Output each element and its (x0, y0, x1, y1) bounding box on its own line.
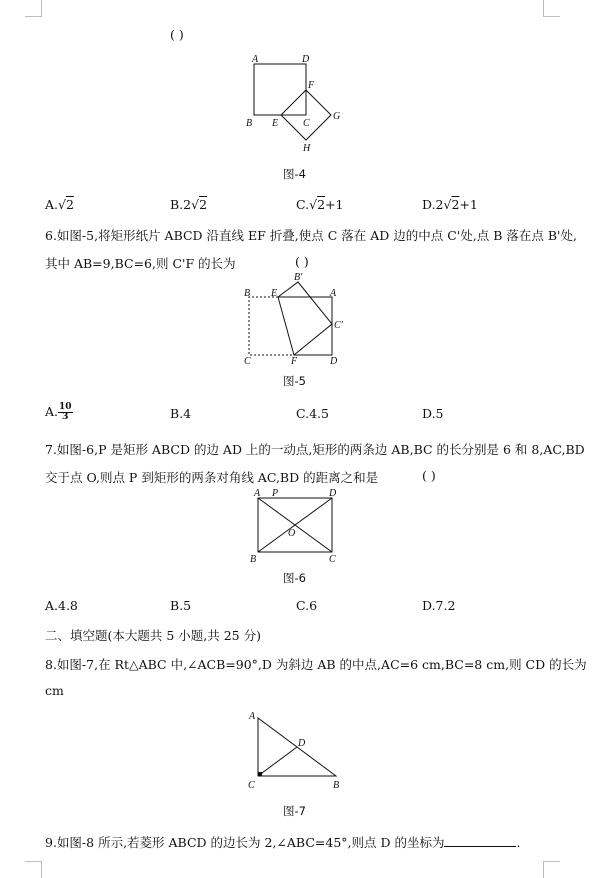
fig6-label-o: O (288, 528, 296, 539)
fig5-label-d: D (330, 356, 338, 367)
fig4-caption: 图-4 (283, 167, 306, 181)
fig5-label-c: C (244, 356, 251, 367)
q7-option-d: D.7.2 (422, 598, 456, 613)
q7-answer-paren: ( ) (422, 468, 436, 483)
fig6-label-d: D (329, 488, 337, 499)
corner-mark-bottom-right (543, 861, 560, 878)
corner-mark-bottom-left (25, 861, 42, 878)
q5-option-a: A.√2 (45, 197, 74, 212)
fig7-label-b: B (333, 780, 340, 791)
fig4-label-d: D (302, 54, 310, 65)
q8-text-line1: 8.如图-7,在 Rt△ABC 中,∠ACB=90°,D 为斜边 AB 的中点,AC=6 cm,BC=8 cm,则 CD 的长为 (45, 657, 587, 672)
q6-option-b: B.4 (170, 406, 192, 421)
q5-option-b: B.2√2 (170, 197, 208, 212)
q9-answer-blank (444, 835, 516, 847)
q7-option-c: C.6 (296, 598, 318, 613)
q7-text-line2: 交于点 O,则点 P 到矩形的两条对角线 AC,BD 的距离之和是 (45, 470, 379, 485)
figure-5 (238, 270, 348, 370)
q5-option-c: C.√2+1 (296, 197, 344, 212)
corner-mark-top-right (543, 0, 560, 17)
corner-mark-top-left (25, 0, 42, 17)
section-2-title: 二、填空题(本大题共 5 小题,共 25 分) (45, 628, 261, 643)
fig5-label-cprime: C' (334, 320, 343, 331)
fig4-label-f: F (308, 80, 315, 91)
fig6-label-a: A (254, 488, 261, 499)
q5-answer-paren: ( ) (170, 27, 184, 42)
q9-text: 9.如图-8 所示,若菱形 ABCD 的边长为 2,∠ABC=45°,则点 D 的坐标为 . (45, 835, 521, 850)
fig7-label-c: C (248, 780, 255, 791)
fig4-label-a: A (252, 54, 259, 65)
q8-text-line2: cm (45, 683, 64, 698)
q6-text-line1: 6.如图-5,将矩形纸片 ABCD 沿直线 EF 折叠,使点 C 落在 AD 边的中点 C'处,点 B 落在点 B'处, (45, 228, 577, 243)
fig5-label-b: B (244, 288, 251, 299)
fig5-label-a: A (330, 288, 337, 299)
fig7-label-d: D (298, 738, 306, 749)
q5-option-d: D.2√2+1 (422, 197, 478, 212)
q7-option-b: B.5 (170, 598, 192, 613)
figure-6 (245, 486, 345, 566)
q6-option-a: A. $\frac{10}{3}$ (45, 402, 72, 422)
q7-text-line1: 7.如图-6,P 是矩形 ABCD 的边 AD 上的一动点,矩形的两条边 AB,BC 的长分别是 6 和 8,AC,BD (45, 442, 585, 457)
figure-7 (240, 706, 350, 796)
fig6-label-p: P (272, 488, 279, 499)
fig7-label-a: A (249, 711, 256, 722)
fig4-label-g: G (333, 111, 341, 122)
fig4-label-e: E (272, 118, 279, 129)
fig5-label-e: E (271, 288, 278, 299)
fig6-label-c: C (329, 554, 336, 565)
fig6-label-b: B (250, 554, 257, 565)
q6-option-d: D.5 (422, 406, 444, 421)
fig5-caption: 图-5 (283, 374, 306, 388)
fig5-label-f: F (291, 356, 298, 367)
fig4-label-h: H (303, 143, 311, 154)
fig5-label-bprime: B' (294, 272, 303, 283)
q6-answer-paren: ( ) (295, 254, 309, 269)
fig4-label-b: B (246, 118, 253, 129)
fig6-caption: 图-6 (283, 571, 306, 585)
q7-option-a: A.4.8 (45, 598, 78, 613)
figure-4 (238, 52, 348, 157)
q6-option-c: C.4.5 (296, 406, 329, 421)
fig7-caption: 图-7 (283, 804, 306, 818)
q6-text-line2: 其中 AB=9,BC=6,则 C'F 的长为 (45, 256, 236, 271)
fig4-label-c: C (303, 118, 310, 129)
